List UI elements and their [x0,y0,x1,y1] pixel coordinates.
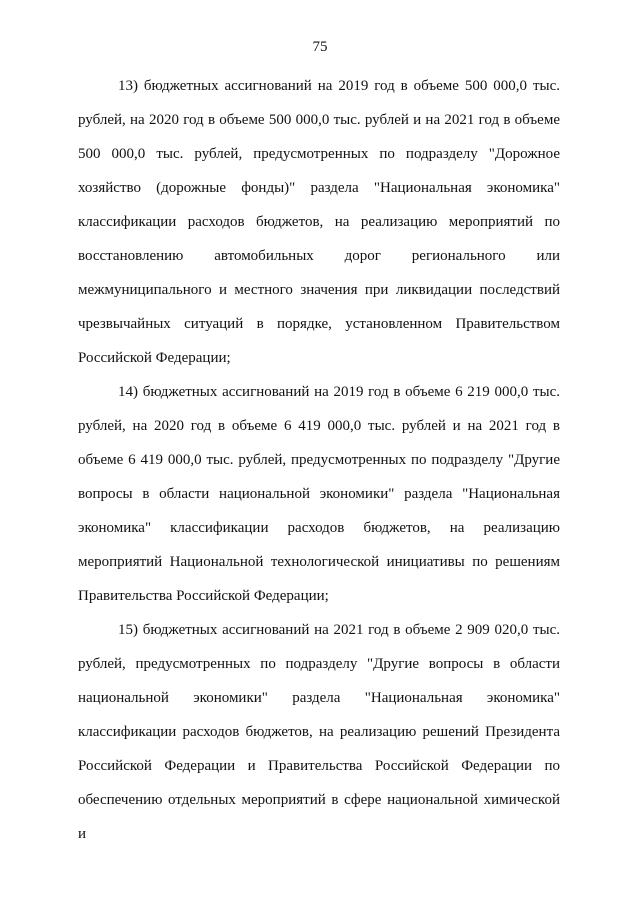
document-body [78,69,560,851]
paragraph-item-14: 14) бюджетных ассигнований на 2019 год в объеме 6 219 000,0 тыс. рублей, на 2020 год в объеме 6 419 000,0 тыс. рублей и на 2021 год в объеме 6 419 000,0 тыс. рублей, предусмотренных по подразделу "Другие вопросы в области национальной экономики" раздела "Национальная экономика" классификации расходов бюджетов, на реализацию мероприятий Национальной технологической инициативы по решениям Правительства Российской Федерации; [78,384,560,604]
paragraph-item-15: 15) бюджетных ассигнований на 2021 год в объеме 2 909 020,0 тыс. рублей, предусмотренных по подразделу "Другие вопросы в области национальной экономики" раздела "Национальная экономика" классификации расходов бюджетов, на реализацию решений Президента Российской Федерации и Правительства Российской Федерации по обеспечению отдельных мероприятий в сфере национальной химической и [78,622,560,842]
page-number: 75 [312,39,328,55]
paragraph-item-13: 13) бюджетных ассигнований на 2019 год в объеме 500 000,0 тыс. рублей, на 2020 год в объеме 500 000,0 тыс. рублей и на 2021 год в объеме 500 000,0 тыс. рублей, предусмотренных по подразделу "Дорожное хозяйство (дорожные фонды)" раздела "Национальная экономика" классификации расходов бюджетов, на реализацию мероприятий по восстановлению автомобильных дорог регионального или межмуниципального и местного значения при ликвидации последствий чрезвычайных ситуаций в порядке, установленном Правительством Российской Федерации; [78,78,560,366]
